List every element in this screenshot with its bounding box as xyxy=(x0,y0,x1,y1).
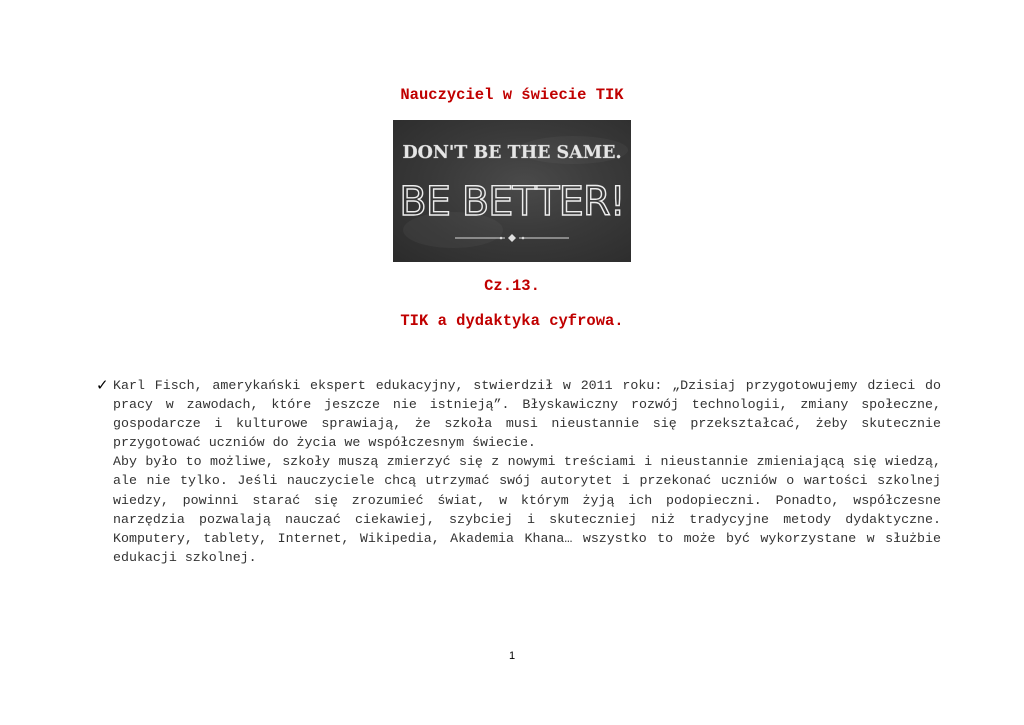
chalk-text-line-1: DON'T BE THE SAME. xyxy=(402,143,622,163)
chalk-text-line-2: BE BETTER! xyxy=(399,179,625,225)
page-number: 1 xyxy=(508,650,516,662)
checkmark-icon: ✓ xyxy=(96,376,109,394)
paragraph-2: Aby było to możliwe, szkoły muszą zmierzyć się z nowymi treściami i nieustannie zmieniającą się wiedzą, ale nie tylko. Jeśli nauczyciele chcą utrzymać swój autorytet i przekonać uczniów o wartości szkolnej wiedzy, powinni starać się zrozumieć świat, w którym żyją ich podopieczni. Ponadto, współczesne narzędzia pozwalają nauczać ciekawiej, szybciej i skuteczniej niż tradycyjne metody dydaktyczne. Komputery, tablety, Internet, Wikipedia, Akademia Khana… wszystko to może być wykorzystane w służbie edukacji szkolnej. xyxy=(113,454,941,565)
part-label: Cz.13. xyxy=(484,277,540,295)
bullet-item xyxy=(96,376,941,567)
paragraph-1: Karl Fisch, amerykański ekspert edukacyjny, stwierdził w 2011 roku: „Dzisiaj przygotowujemy dzieci do pracy w zawodach, które jeszcze nie istnieją”. Błyskawiczny rozwój technologii, zmiany społeczne, gospodarcze i kulturowe sprawiają, że szkoła musi nieustannie się przekształcać, żeby skutecznie przygotować uczniów do życia we współczesnym świecie. xyxy=(113,378,941,451)
chalkboard-graphic xyxy=(393,120,631,262)
chalkboard-image xyxy=(393,120,631,262)
document-title: Nauczyciel w świecie TIK xyxy=(400,86,624,104)
chalk-diamond xyxy=(508,234,516,242)
section-subtitle: TIK a dydaktyka cyfrowa. xyxy=(400,312,624,330)
